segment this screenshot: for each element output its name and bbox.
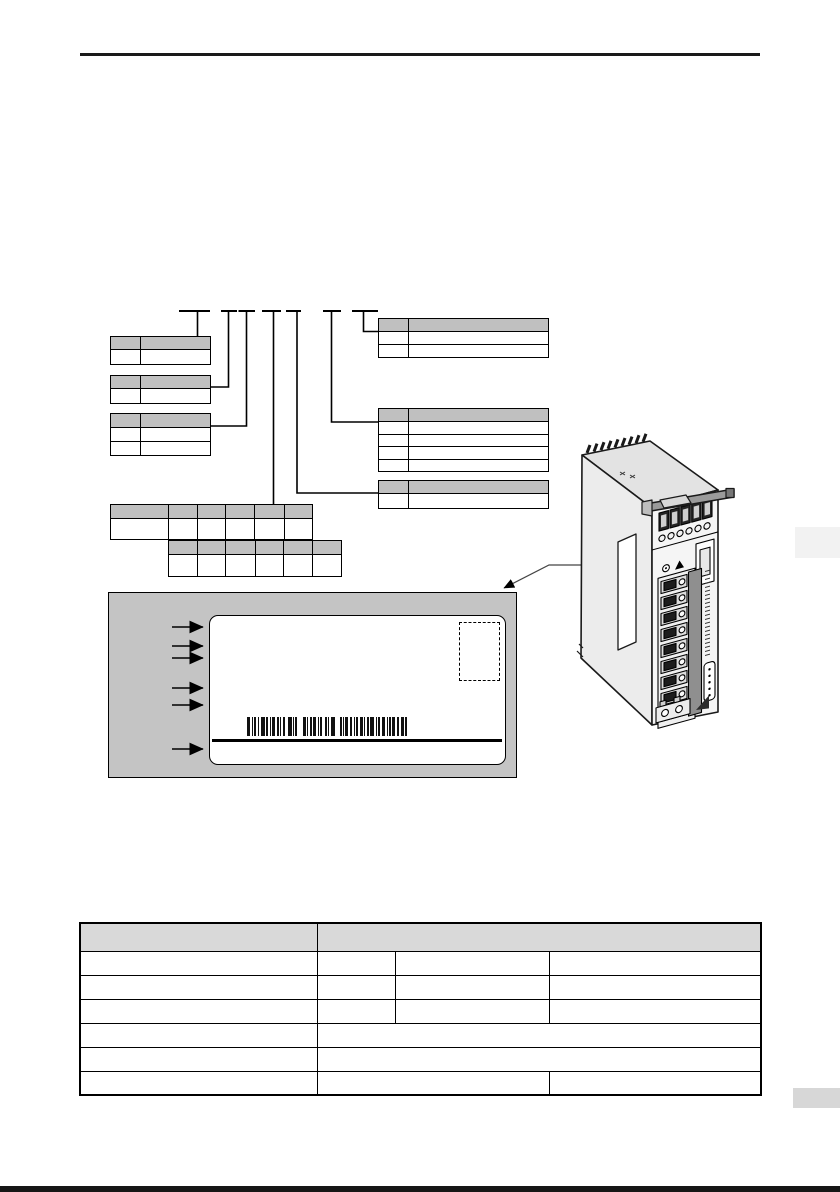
code-cell	[111, 519, 169, 540]
model-code-leader-lines	[198, 311, 379, 504]
nameplate-underline	[212, 739, 502, 742]
ground-icon	[663, 564, 670, 573]
table-cell	[379, 459, 409, 472]
table-cell	[379, 494, 409, 509]
table-cell	[317, 951, 395, 975]
drive-side-panel	[581, 455, 652, 725]
table-cell	[317, 1023, 761, 1047]
code-cell	[284, 555, 313, 577]
header-cell	[141, 337, 211, 350]
code-cell	[313, 555, 342, 577]
warning-triangle-icon	[675, 559, 684, 569]
table-cell	[141, 428, 211, 442]
header-cell	[111, 376, 141, 389]
top-face-markings	[620, 472, 635, 478]
header-cell	[409, 409, 549, 422]
table-cell	[409, 459, 549, 472]
table-cell	[80, 975, 317, 999]
code-cell	[226, 555, 256, 577]
header-cell	[284, 541, 313, 555]
drive-front-face	[652, 490, 718, 725]
spec-row	[80, 1071, 761, 1095]
seven-segment-display	[659, 499, 712, 531]
header-cell	[80, 923, 317, 951]
header-cell	[379, 319, 409, 332]
drive-to-nameplate-leader	[504, 565, 625, 588]
header-rule	[80, 53, 760, 56]
table-cell	[409, 345, 549, 358]
header-cell	[409, 481, 549, 494]
page-edge-tab-upper	[795, 527, 840, 558]
header-cell	[111, 505, 169, 519]
table-cell	[141, 350, 211, 365]
model-code-grid-bottom	[168, 540, 342, 577]
dsub-connector	[704, 661, 715, 702]
nameplate-dashed-region	[459, 622, 500, 681]
spec-row	[80, 975, 761, 999]
header-cell	[226, 505, 255, 519]
code-cell	[226, 519, 255, 540]
table-cell	[379, 332, 409, 345]
callout-table-left-3	[110, 413, 211, 456]
table-cell	[409, 447, 549, 460]
spec-row	[80, 951, 761, 975]
table-cell	[409, 494, 549, 509]
mounting-tabs	[577, 644, 583, 657]
drive-side-label	[618, 534, 636, 650]
table-cell	[549, 951, 761, 975]
model-code-grid-top	[110, 504, 313, 540]
header-cell	[409, 319, 549, 332]
page-bottom-edge	[0, 1186, 840, 1192]
table-cell	[111, 442, 141, 456]
bottom-wedge	[696, 695, 709, 712]
code-cell	[198, 555, 226, 577]
header-cell	[198, 541, 226, 555]
rj45-port	[696, 539, 714, 586]
table-cell	[549, 999, 761, 1023]
spec-row	[80, 1023, 761, 1047]
header-cell	[169, 505, 198, 519]
table-cell	[317, 975, 395, 999]
callout-table-left-2	[110, 375, 211, 404]
table-cell	[379, 434, 409, 447]
barcode	[247, 717, 440, 736]
code-cell	[198, 519, 226, 540]
table-cell	[395, 951, 549, 975]
nameplate-label	[209, 615, 506, 765]
header-cell	[226, 541, 256, 555]
table-cell	[395, 975, 549, 999]
release-lever	[642, 489, 734, 517]
table-cell	[80, 1023, 317, 1047]
callout-table-right-1	[378, 318, 549, 358]
table-cell	[409, 434, 549, 447]
header-cell	[285, 505, 313, 519]
table-cell	[317, 999, 395, 1023]
servo-drive-illustration	[577, 434, 734, 730]
terminal-modules	[661, 574, 687, 721]
table-cell	[317, 1071, 549, 1095]
table-cell	[80, 999, 317, 1023]
terminal-strip	[658, 568, 695, 728]
header-cell	[379, 481, 409, 494]
code-cell	[255, 519, 285, 540]
table-cell	[141, 389, 211, 404]
table-cell	[111, 389, 141, 404]
nameplate-panel	[108, 592, 517, 778]
table-cell	[141, 442, 211, 456]
code-cell	[256, 555, 284, 577]
table-cell	[379, 422, 409, 435]
key-buttons	[659, 522, 710, 542]
table-cell	[80, 1047, 317, 1071]
table-cell	[409, 422, 549, 435]
header-cell	[256, 541, 284, 555]
code-cell	[169, 519, 198, 540]
table-cell	[379, 345, 409, 358]
callout-table-right-3	[378, 480, 549, 509]
header-cell	[141, 376, 211, 389]
callout-table-right-2	[378, 408, 549, 472]
header-cell	[111, 337, 141, 350]
table-cell	[111, 350, 141, 365]
table-cell	[395, 999, 549, 1023]
header-cell	[141, 414, 211, 428]
spec-row	[80, 1047, 761, 1071]
table-cell	[80, 1071, 317, 1095]
side-pin-rows	[705, 570, 710, 655]
table-cell	[409, 332, 549, 345]
header-cell	[317, 923, 761, 951]
spec-row	[80, 999, 761, 1023]
header-cell	[198, 505, 226, 519]
header-cell	[255, 505, 285, 519]
header-cell	[379, 409, 409, 422]
spec-header-row	[80, 923, 761, 951]
ground-icon-dot	[665, 567, 667, 570]
header-cell	[169, 541, 198, 555]
barcode-bar	[405, 717, 407, 736]
code-cell	[285, 519, 313, 540]
table-cell	[549, 1071, 761, 1095]
header-cell	[111, 414, 141, 428]
table-cell	[549, 975, 761, 999]
table-cell	[80, 951, 317, 975]
connector-cover-plate	[689, 568, 702, 716]
code-cell	[169, 555, 198, 577]
page-edge-tab-lower	[793, 1088, 840, 1108]
table-cell	[379, 447, 409, 460]
drive-top-face	[582, 441, 718, 508]
callout-table-left-1	[110, 336, 211, 365]
table-cell	[111, 428, 141, 442]
table-cell	[317, 1047, 761, 1071]
vent-ribs	[587, 434, 646, 453]
header-cell	[313, 541, 342, 555]
spec-table	[79, 922, 762, 1096]
bottom-terminal-block	[656, 694, 690, 723]
panel-divider	[652, 532, 718, 550]
